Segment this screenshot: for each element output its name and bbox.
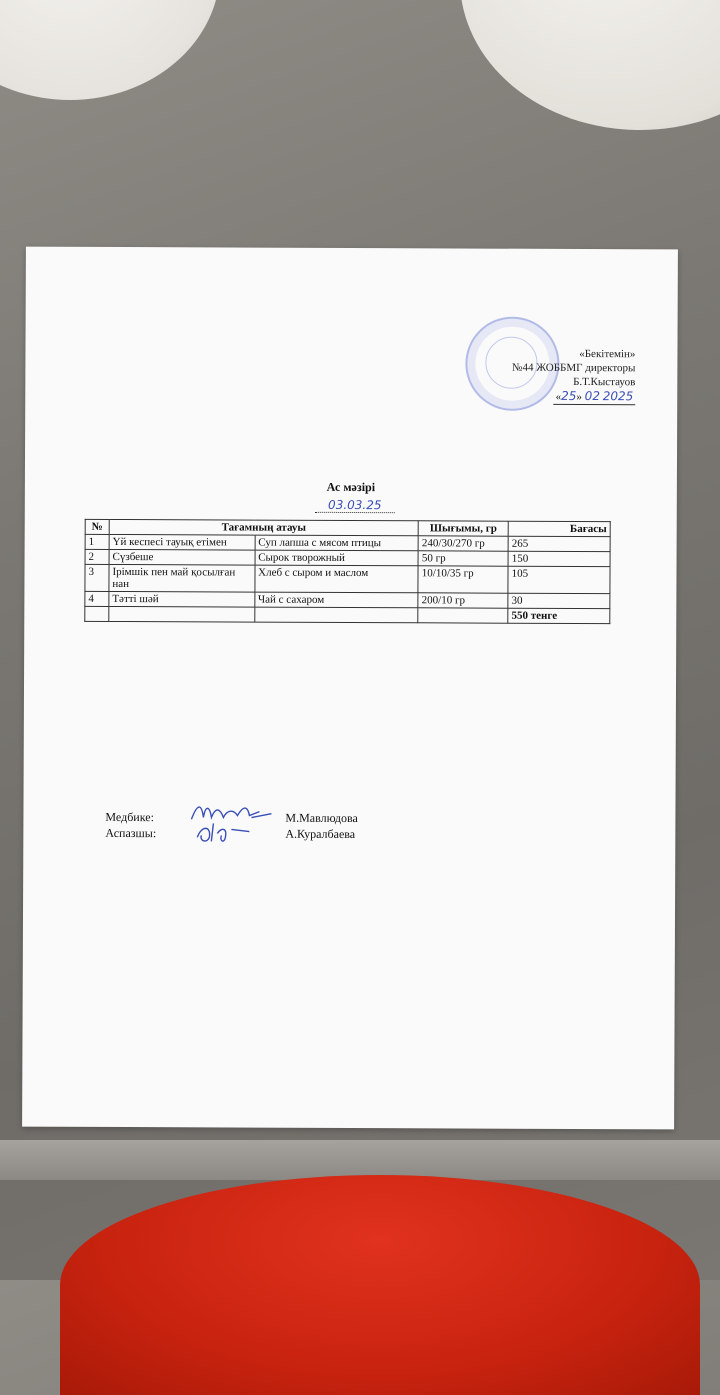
- row-name-ru: Хлеб с сыром и маслом: [255, 565, 419, 593]
- cook-signature: [191, 819, 271, 847]
- row-name-ru: Сырок творожный: [255, 550, 419, 566]
- row-num: 2: [85, 549, 109, 564]
- row-yield: 200/10 гр: [418, 593, 508, 608]
- row-num: 1: [85, 534, 109, 549]
- tray-edge: [0, 1140, 720, 1180]
- header-price: Бағасы: [508, 521, 610, 536]
- row-price: 265: [508, 536, 610, 551]
- row-price: 105: [508, 566, 610, 593]
- red-bowl: [60, 1175, 700, 1395]
- row-name-kz: Сүзбеше: [109, 549, 255, 565]
- approval-director: Б.Т.Кыстауов: [455, 374, 635, 389]
- table-row: [85, 564, 610, 593]
- header-num: №: [85, 519, 109, 534]
- menu-title: Ас мәзірі: [25, 479, 677, 497]
- header-dish: Тағамның атауы: [109, 519, 418, 535]
- row-num: 3: [85, 564, 109, 591]
- row-name-kz: Ірімшік пен май қосылған нан: [109, 564, 255, 592]
- row-num: 4: [85, 591, 109, 606]
- approval-block: [455, 346, 635, 405]
- approval-date: «25» 02 2025: [554, 389, 636, 405]
- nurse-label: Медбике:: [105, 809, 154, 825]
- menu-document: [22, 247, 678, 1130]
- row-price: 30: [508, 593, 610, 608]
- table-total-row: [85, 606, 610, 623]
- row-price: 150: [508, 551, 610, 566]
- row-name-kz: Үй кеспесі тауық етімен: [109, 534, 255, 550]
- approval-title: «Бекітемін»: [455, 346, 635, 361]
- row-name-ru: Чай с сахаром: [254, 592, 418, 608]
- header-yield: Шығымы, гр: [418, 521, 508, 536]
- menu-table: [84, 519, 610, 624]
- plate-left: [0, 0, 220, 100]
- approval-position: №44 ЖОББМГ директоры: [455, 360, 635, 375]
- row-yield: 10/10/35 гр: [418, 566, 508, 593]
- total-price: 550 тенге: [508, 608, 610, 623]
- plate-right: [460, 0, 720, 130]
- cook-label: Аспазшы:: [105, 825, 156, 841]
- menu-date: 03.03.25: [315, 498, 395, 513]
- row-yield: 50 гр: [418, 551, 508, 566]
- row-name-ru: Суп лапша с мясом птицы: [255, 535, 419, 551]
- row-yield: 240/30/270 гр: [418, 536, 508, 551]
- nurse-name: М.Мавлюдова: [285, 810, 358, 826]
- row-name-kz: Тәтті шәй: [109, 591, 255, 607]
- cook-name: А.Куралбаева: [285, 826, 355, 842]
